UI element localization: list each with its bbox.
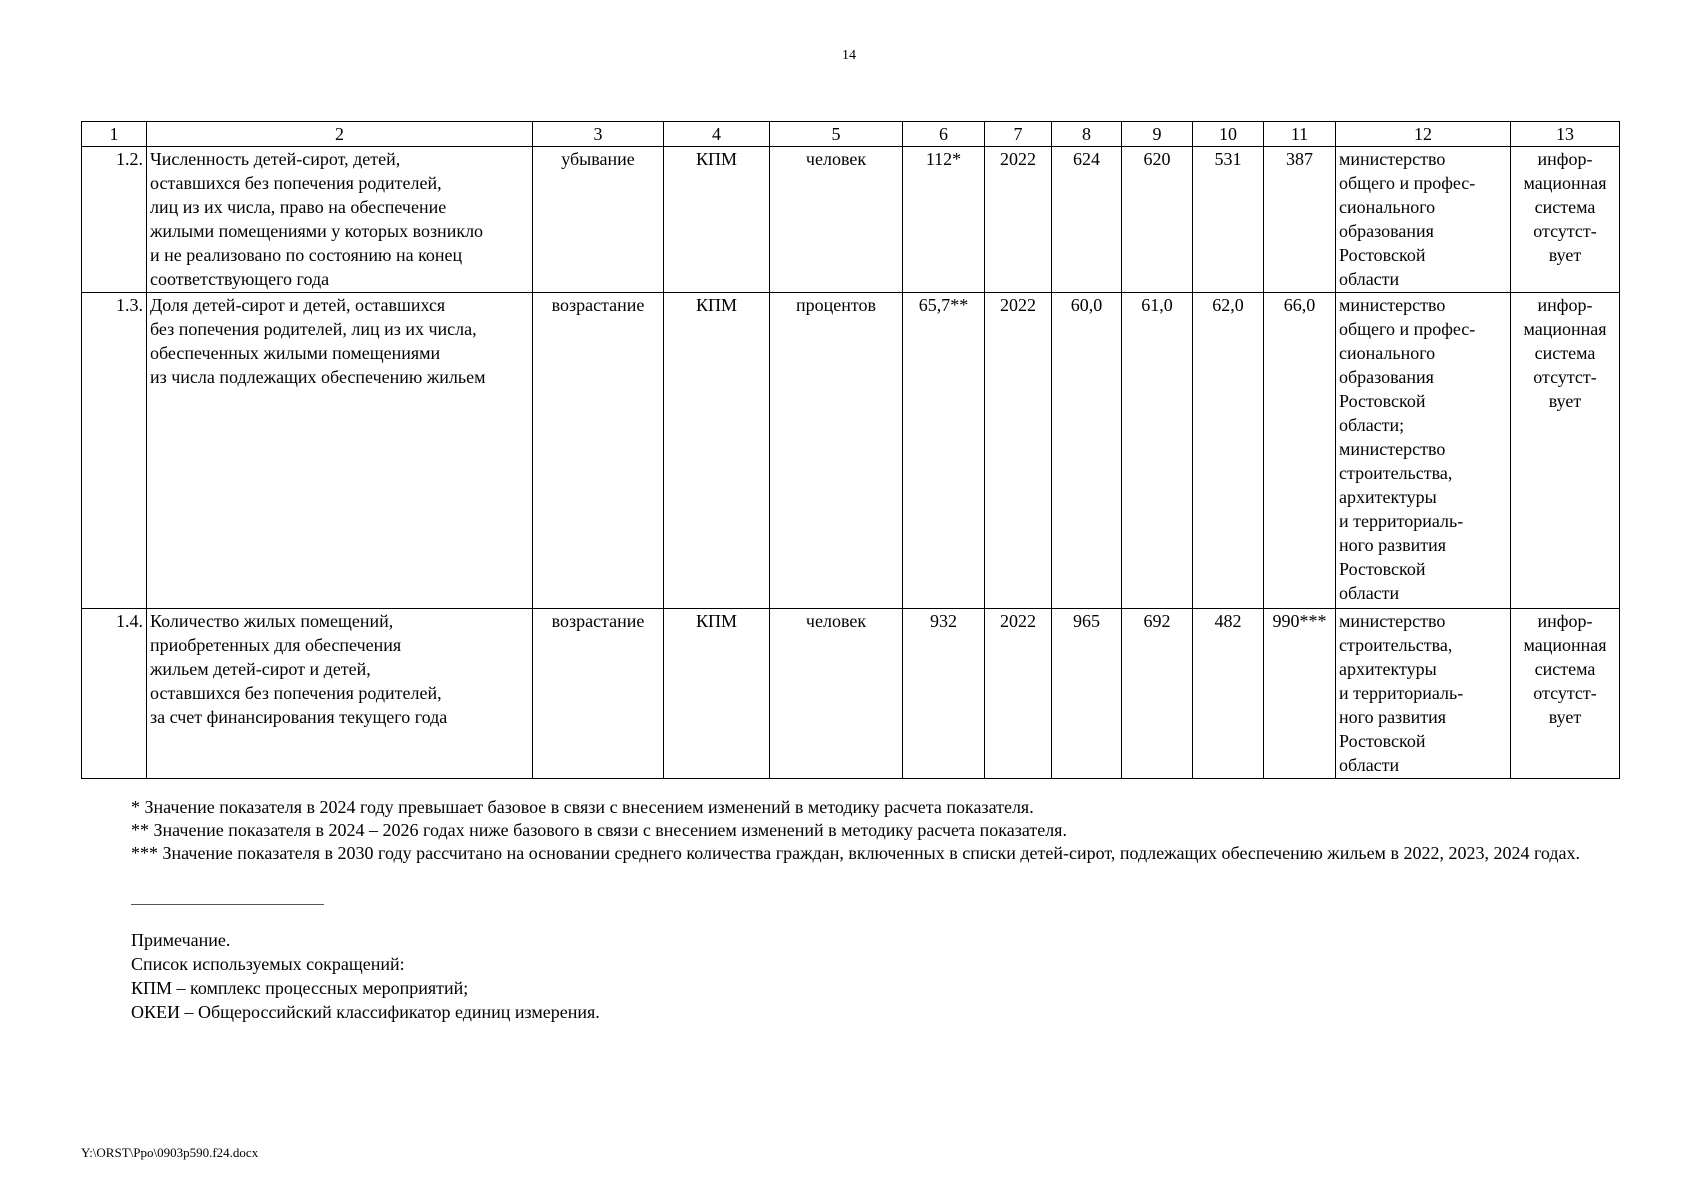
- base-value-cell: 112*: [903, 147, 985, 293]
- value-cell: 965: [1052, 609, 1122, 779]
- separator-line: [131, 904, 324, 905]
- footnote: ** Значение показателя в 2024 – 2026 годах ниже базового в связи с внесением изменений в методику расчета показателя.: [131, 820, 1067, 840]
- indicator-name: Доля детей-сирот и детей, оставшихся без попечения родителей, лиц из их числа, обеспеченных жилыми помещениями из числа подлежащих обеспечению жильем: [147, 293, 533, 609]
- value-cell: 990***: [1264, 609, 1336, 779]
- base-year-cell: 2022: [985, 147, 1052, 293]
- abbreviation-item: ОКЕИ – Общероссийский классификатор единиц измерения.: [131, 1002, 600, 1022]
- remark-title: Примечание.: [131, 930, 231, 950]
- col-header: 9: [1122, 122, 1193, 147]
- col-header: 7: [985, 122, 1052, 147]
- col-header: 6: [903, 122, 985, 147]
- unit-cell: человек: [770, 609, 903, 779]
- col-header: 10: [1193, 122, 1264, 147]
- row-number: 1.3.: [82, 293, 147, 609]
- col-header: 4: [664, 122, 770, 147]
- base-year-cell: 2022: [985, 609, 1052, 779]
- footnotes: [81, 796, 1619, 865]
- col-header: 11: [1264, 122, 1336, 147]
- remark-block: [131, 928, 600, 1024]
- indicator-name: Численность детей-сирот, детей, оставшихся без попечения родителей, лиц из их числа, право на обеспечение жилыми помещениями у которых возникло и не реализовано по состоянию на конец соответствующего года: [147, 147, 533, 293]
- col-header: 1: [82, 122, 147, 147]
- row-number: 1.2.: [82, 147, 147, 293]
- table-row: [82, 147, 1620, 293]
- trend-cell: убывание: [533, 147, 664, 293]
- level-cell: КПМ: [664, 293, 770, 609]
- value-cell: 620: [1122, 147, 1193, 293]
- info-system-cell: инфор- мационная система отсутст- вует: [1511, 293, 1620, 609]
- footnote: *** Значение показателя в 2030 году рассчитано на основании среднего количества граждан, включенных в списки детей-сирот, подлежащих обеспечению жильем в 2022, 2023, 2024 годах.: [131, 843, 1581, 863]
- col-header: 3: [533, 122, 664, 147]
- info-system-cell: инфор- мационная система отсутст- вует: [1511, 609, 1620, 779]
- base-value-cell: 932: [903, 609, 985, 779]
- col-header: 2: [147, 122, 533, 147]
- base-year-cell: 2022: [985, 293, 1052, 609]
- table-header-row: [82, 122, 1620, 147]
- col-header: 13: [1511, 122, 1620, 147]
- value-cell: 624: [1052, 147, 1122, 293]
- level-cell: КПМ: [664, 609, 770, 779]
- value-cell: 61,0: [1122, 293, 1193, 609]
- value-cell: 387: [1264, 147, 1336, 293]
- value-cell: 62,0: [1193, 293, 1264, 609]
- info-system-cell: инфор- мационная система отсутст- вует: [1511, 147, 1620, 293]
- value-cell: 482: [1193, 609, 1264, 779]
- value-cell: 60,0: [1052, 293, 1122, 609]
- row-number: 1.4.: [82, 609, 147, 779]
- unit-cell: процентов: [770, 293, 903, 609]
- base-value-cell: 65,7**: [903, 293, 985, 609]
- trend-cell: возрастание: [533, 609, 664, 779]
- page-number: 14: [842, 48, 856, 63]
- col-header: 8: [1052, 122, 1122, 147]
- file-path: Y:\ORST\Ppo\0903p590.f24.docx: [81, 1145, 259, 1160]
- responsible-cell: министерство строительства, архитектуры и территориаль- ного развития Ростовской области: [1336, 609, 1511, 779]
- table-row: [82, 609, 1620, 779]
- unit-cell: человек: [770, 147, 903, 293]
- footnote: * Значение показателя в 2024 году превышает базовое в связи с внесением изменений в методику расчета показателя.: [131, 797, 1034, 817]
- value-cell: 531: [1193, 147, 1264, 293]
- indicators-table: [81, 121, 1620, 779]
- level-cell: КПМ: [664, 147, 770, 293]
- col-header: 5: [770, 122, 903, 147]
- abbreviations-title: Список используемых сокращений:: [131, 954, 405, 974]
- responsible-cell: министерство общего и профес- сионального образования Ростовской области; министерство строительства, архитектуры и территориаль- ного развития Ростовской области: [1336, 293, 1511, 609]
- indicator-name: Количество жилых помещений, приобретенных для обеспечения жильем детей-сирот и детей, оставшихся без попечения родителей, за счет финансирования текущего года: [147, 609, 533, 779]
- trend-cell: возрастание: [533, 293, 664, 609]
- col-header: 12: [1336, 122, 1511, 147]
- value-cell: 692: [1122, 609, 1193, 779]
- table-row: [82, 293, 1620, 609]
- responsible-cell: министерство общего и профес- сионального образования Ростовской области: [1336, 147, 1511, 293]
- value-cell: 66,0: [1264, 293, 1336, 609]
- abbreviation-item: КПМ – комплекс процессных мероприятий;: [131, 978, 469, 998]
